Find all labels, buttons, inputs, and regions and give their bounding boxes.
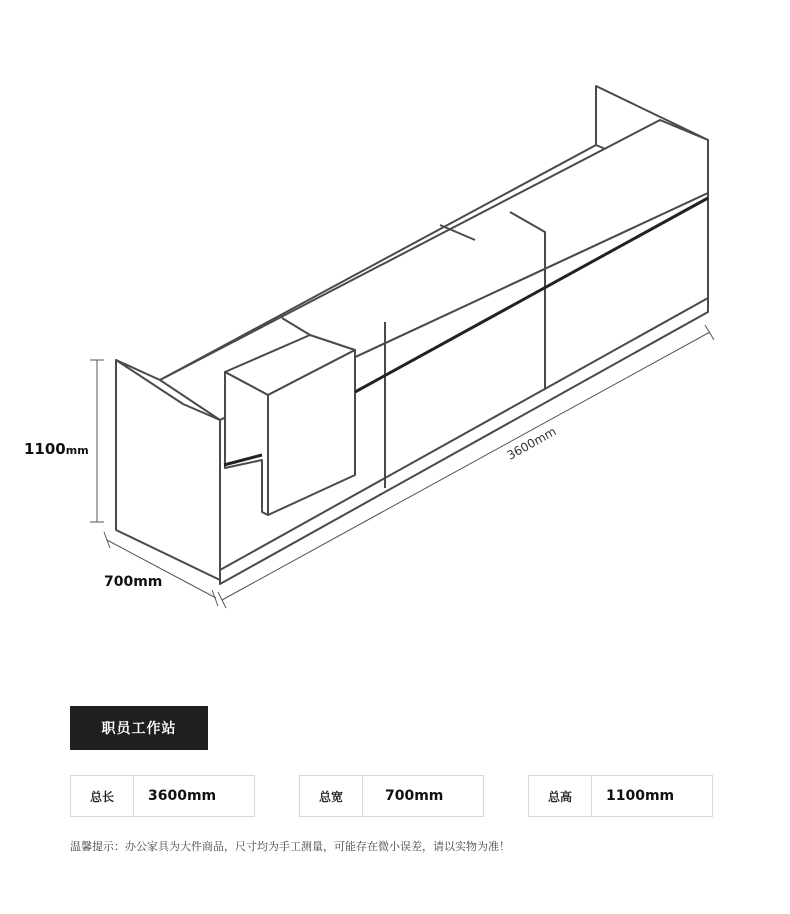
length-dim-label: 3600mm — [504, 424, 559, 463]
spec-label: 总宽 — [300, 776, 363, 816]
spec-total-width — [299, 775, 484, 817]
spec-total-height — [528, 775, 713, 817]
height-unit: mm — [65, 444, 89, 457]
product-title: 职员工作站 — [70, 706, 208, 750]
spec-value: 1100mm — [606, 788, 675, 804]
spec-value: 3600mm — [148, 788, 217, 804]
spec-total-length — [70, 775, 255, 817]
notice-text: 温馨提示：办公家具为大件商品，尺寸均为手工测量，可能存在微小误差，请以实物为准！ — [70, 840, 510, 853]
spec-value: 700mm — [385, 788, 444, 804]
spec-label: 总高 — [529, 776, 592, 816]
spec-label: 总长 — [71, 776, 134, 816]
depth-dim-label: 700mm — [104, 574, 163, 590]
height-value: 1100 — [24, 440, 66, 458]
height-dim-label — [24, 440, 89, 458]
